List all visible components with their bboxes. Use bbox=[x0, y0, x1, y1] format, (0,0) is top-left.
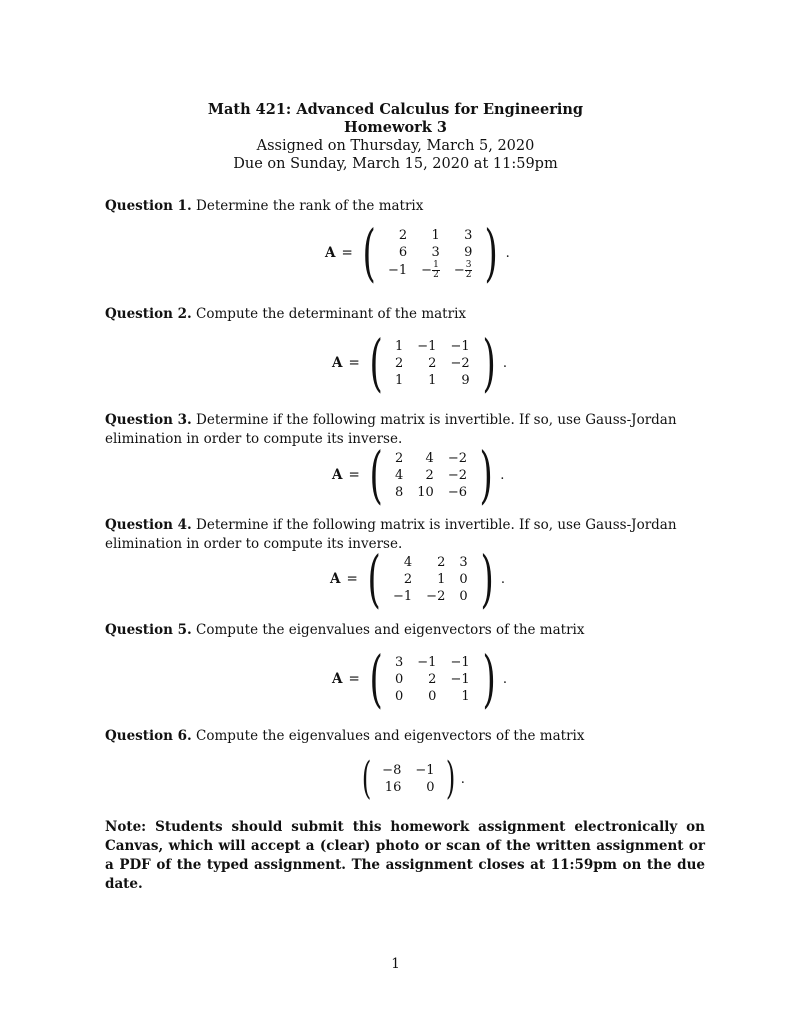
page-number: 1 bbox=[391, 956, 400, 972]
matrix-cell: 10 bbox=[417, 484, 434, 500]
matrix-cell: 2 bbox=[428, 355, 437, 371]
matrix-row bbox=[388, 372, 477, 389]
matrix-row bbox=[388, 654, 477, 671]
matrix-4 bbox=[330, 542, 505, 615]
matrix-row bbox=[388, 467, 474, 484]
matrix-row bbox=[386, 554, 475, 571]
matrix-cell: 16 bbox=[384, 780, 402, 795]
question-text: Determine the rank of the matrix bbox=[196, 198, 424, 214]
matrix-symbol: A bbox=[325, 245, 336, 261]
question-2 bbox=[105, 305, 705, 324]
matrix-cell: 1 bbox=[395, 338, 404, 354]
assigned-date: Assigned on Thursday, March 5, 2020 bbox=[256, 138, 535, 154]
matrix-cell: −1 bbox=[450, 671, 470, 687]
question-text: Determine if the following matrix is invertible. If so, use Gauss-Jordan elimination in order to compute its inverse. bbox=[105, 517, 677, 552]
matrix-table bbox=[386, 554, 475, 605]
homework-title: Homework 3 bbox=[344, 119, 447, 136]
question-5 bbox=[105, 621, 705, 640]
matrix-cell: 2 bbox=[437, 554, 446, 570]
matrix-table bbox=[388, 338, 477, 389]
matrix-cell: −1 bbox=[415, 763, 435, 778]
due-date: Due on Sunday, March 15, 2020 at 11:59pm bbox=[233, 156, 558, 172]
matrix-row bbox=[388, 450, 474, 467]
matrix-cell: −1 bbox=[450, 654, 470, 670]
matrix-cell: 9 bbox=[461, 372, 470, 388]
matrix-row bbox=[375, 762, 441, 779]
matrix-cell: 1 bbox=[395, 372, 404, 388]
matrix-cell: 3 bbox=[464, 227, 473, 243]
matrix-cell-fraction: − $\frac{3}{2}$ bbox=[453, 259, 472, 280]
matrix-cell: −1 bbox=[417, 338, 437, 354]
left-paren: ( bbox=[369, 326, 383, 399]
matrix-cell: 1 bbox=[431, 227, 440, 243]
question-text: Compute the eigenvalues and eigenvectors of the matrix bbox=[196, 728, 585, 744]
matrix-cell: 1 bbox=[428, 372, 437, 388]
matrix-cell: 2 bbox=[425, 467, 434, 483]
matrix-3 bbox=[332, 438, 505, 511]
matrix-cell: 3 bbox=[431, 244, 440, 260]
fraction: $\frac{1}{2}$ bbox=[433, 259, 439, 280]
matrix-cell: −8 bbox=[382, 763, 402, 778]
matrix-row bbox=[381, 261, 479, 280]
matrix-cell: 1 bbox=[437, 571, 446, 587]
matrix-5 bbox=[332, 642, 507, 715]
matrix-cell: 4 bbox=[403, 554, 413, 570]
matrix-6 bbox=[358, 753, 465, 804]
period: . bbox=[502, 355, 507, 371]
matrix-cell: 2 bbox=[403, 571, 413, 587]
matrix-cell: 1 bbox=[461, 688, 470, 704]
matrix-cell: −2 bbox=[426, 588, 446, 604]
question-label: Question 6. bbox=[105, 728, 192, 744]
matrix-cell: −2 bbox=[450, 355, 470, 371]
matrix-row bbox=[388, 688, 477, 705]
matrix-cell: 2 bbox=[428, 671, 437, 687]
matrix-cell: −1 bbox=[388, 262, 408, 278]
matrix-symbol: A bbox=[332, 467, 343, 483]
left-paren: ( bbox=[361, 753, 372, 804]
question-label: Question 1. bbox=[105, 198, 192, 214]
left-paren: ( bbox=[369, 642, 383, 715]
submission-note: Note: Students should submit this homework assignment electronically on Canvas, which will accept a (clear) photo or scan of the written assignment or a PDF of the typed assignment. The assignment closes at 11:59pm on the due date. bbox=[105, 819, 705, 892]
matrix-cell: −1 bbox=[450, 338, 470, 354]
matrix-cell: 0 bbox=[459, 588, 468, 604]
matrix-cell: 0 bbox=[428, 688, 437, 704]
right-paren: ) bbox=[482, 642, 496, 715]
matrix-cell: 0 bbox=[395, 688, 404, 704]
fraction: $\frac{3}{2}$ bbox=[465, 259, 472, 280]
matrix-cell: 8 bbox=[395, 484, 404, 500]
matrix-row bbox=[388, 355, 477, 372]
matrix-cell: 6 bbox=[398, 244, 408, 260]
question-label: Question 4. bbox=[105, 517, 192, 533]
matrix-cell-fraction: − $\frac{1}{2}$ bbox=[421, 259, 439, 280]
matrix-table bbox=[375, 762, 441, 796]
right-paren: ) bbox=[482, 326, 496, 399]
matrix-row bbox=[388, 338, 477, 355]
matrix-cell: 0 bbox=[426, 780, 435, 795]
matrix-cell: −1 bbox=[417, 654, 437, 670]
right-paren: ) bbox=[480, 542, 494, 615]
period: . bbox=[500, 571, 505, 587]
question-label: Question 2. bbox=[105, 306, 192, 322]
matrix-cell: 0 bbox=[395, 671, 404, 687]
question-text: Compute the eigenvalues and eigenvectors of the matrix bbox=[196, 622, 585, 638]
matrix-cell: −1 bbox=[393, 588, 413, 604]
matrix-row bbox=[381, 244, 479, 261]
left-paren: ( bbox=[367, 542, 381, 615]
matrix-symbol: A bbox=[332, 671, 343, 687]
matrix-cell: 4 bbox=[425, 450, 434, 466]
question-text: Determine if the following matrix is invertible. If so, use Gauss-Jordan elimination in order to compute its inverse. bbox=[105, 412, 677, 447]
matrix-cell: 2 bbox=[398, 227, 408, 243]
matrix-row bbox=[386, 571, 475, 588]
matrix-cell: −2 bbox=[447, 450, 467, 466]
equals-sign: = bbox=[348, 671, 360, 687]
document-header bbox=[0, 101, 791, 173]
left-paren: ( bbox=[362, 216, 376, 289]
matrix-table bbox=[381, 227, 479, 280]
matrix-table bbox=[388, 450, 474, 501]
equals-sign: = bbox=[348, 467, 360, 483]
matrix-row bbox=[388, 671, 477, 688]
period: . bbox=[505, 245, 510, 261]
matrix-symbol: A bbox=[332, 355, 343, 371]
right-paren: ) bbox=[484, 216, 499, 289]
period: . bbox=[460, 771, 465, 787]
matrix-table bbox=[388, 654, 477, 705]
matrix-cell: 3 bbox=[395, 654, 404, 670]
equals-sign: = bbox=[348, 355, 360, 371]
question-1 bbox=[105, 197, 705, 216]
question-label: Question 5. bbox=[105, 622, 192, 638]
matrix-cell: 9 bbox=[464, 244, 473, 260]
equals-sign: = bbox=[341, 245, 353, 261]
matrix-row bbox=[386, 588, 475, 605]
right-paren: ) bbox=[479, 438, 493, 511]
matrix-cell: 0 bbox=[459, 571, 468, 587]
matrix-1 bbox=[325, 216, 510, 289]
right-paren: ) bbox=[445, 753, 455, 804]
question-text: Compute the determinant of the matrix bbox=[196, 306, 466, 322]
matrix-row bbox=[388, 484, 474, 501]
matrix-cell: 4 bbox=[395, 467, 404, 483]
matrix-2 bbox=[332, 326, 507, 399]
matrix-cell: 3 bbox=[459, 554, 468, 570]
left-paren: ( bbox=[369, 438, 383, 511]
matrix-symbol: A bbox=[330, 571, 341, 587]
question-label: Question 3. bbox=[105, 412, 192, 428]
course-title: Math 421: Advanced Calculus for Engineering bbox=[207, 101, 584, 118]
matrix-row bbox=[375, 779, 441, 796]
period: . bbox=[502, 671, 507, 687]
matrix-cell: 2 bbox=[395, 450, 404, 466]
matrix-cell: 2 bbox=[395, 355, 404, 371]
matrix-cell: −6 bbox=[447, 484, 467, 500]
equals-sign: = bbox=[346, 571, 358, 587]
period: . bbox=[500, 467, 505, 483]
question-6 bbox=[105, 727, 705, 746]
matrix-row bbox=[381, 227, 479, 244]
matrix-cell: −2 bbox=[447, 467, 467, 483]
